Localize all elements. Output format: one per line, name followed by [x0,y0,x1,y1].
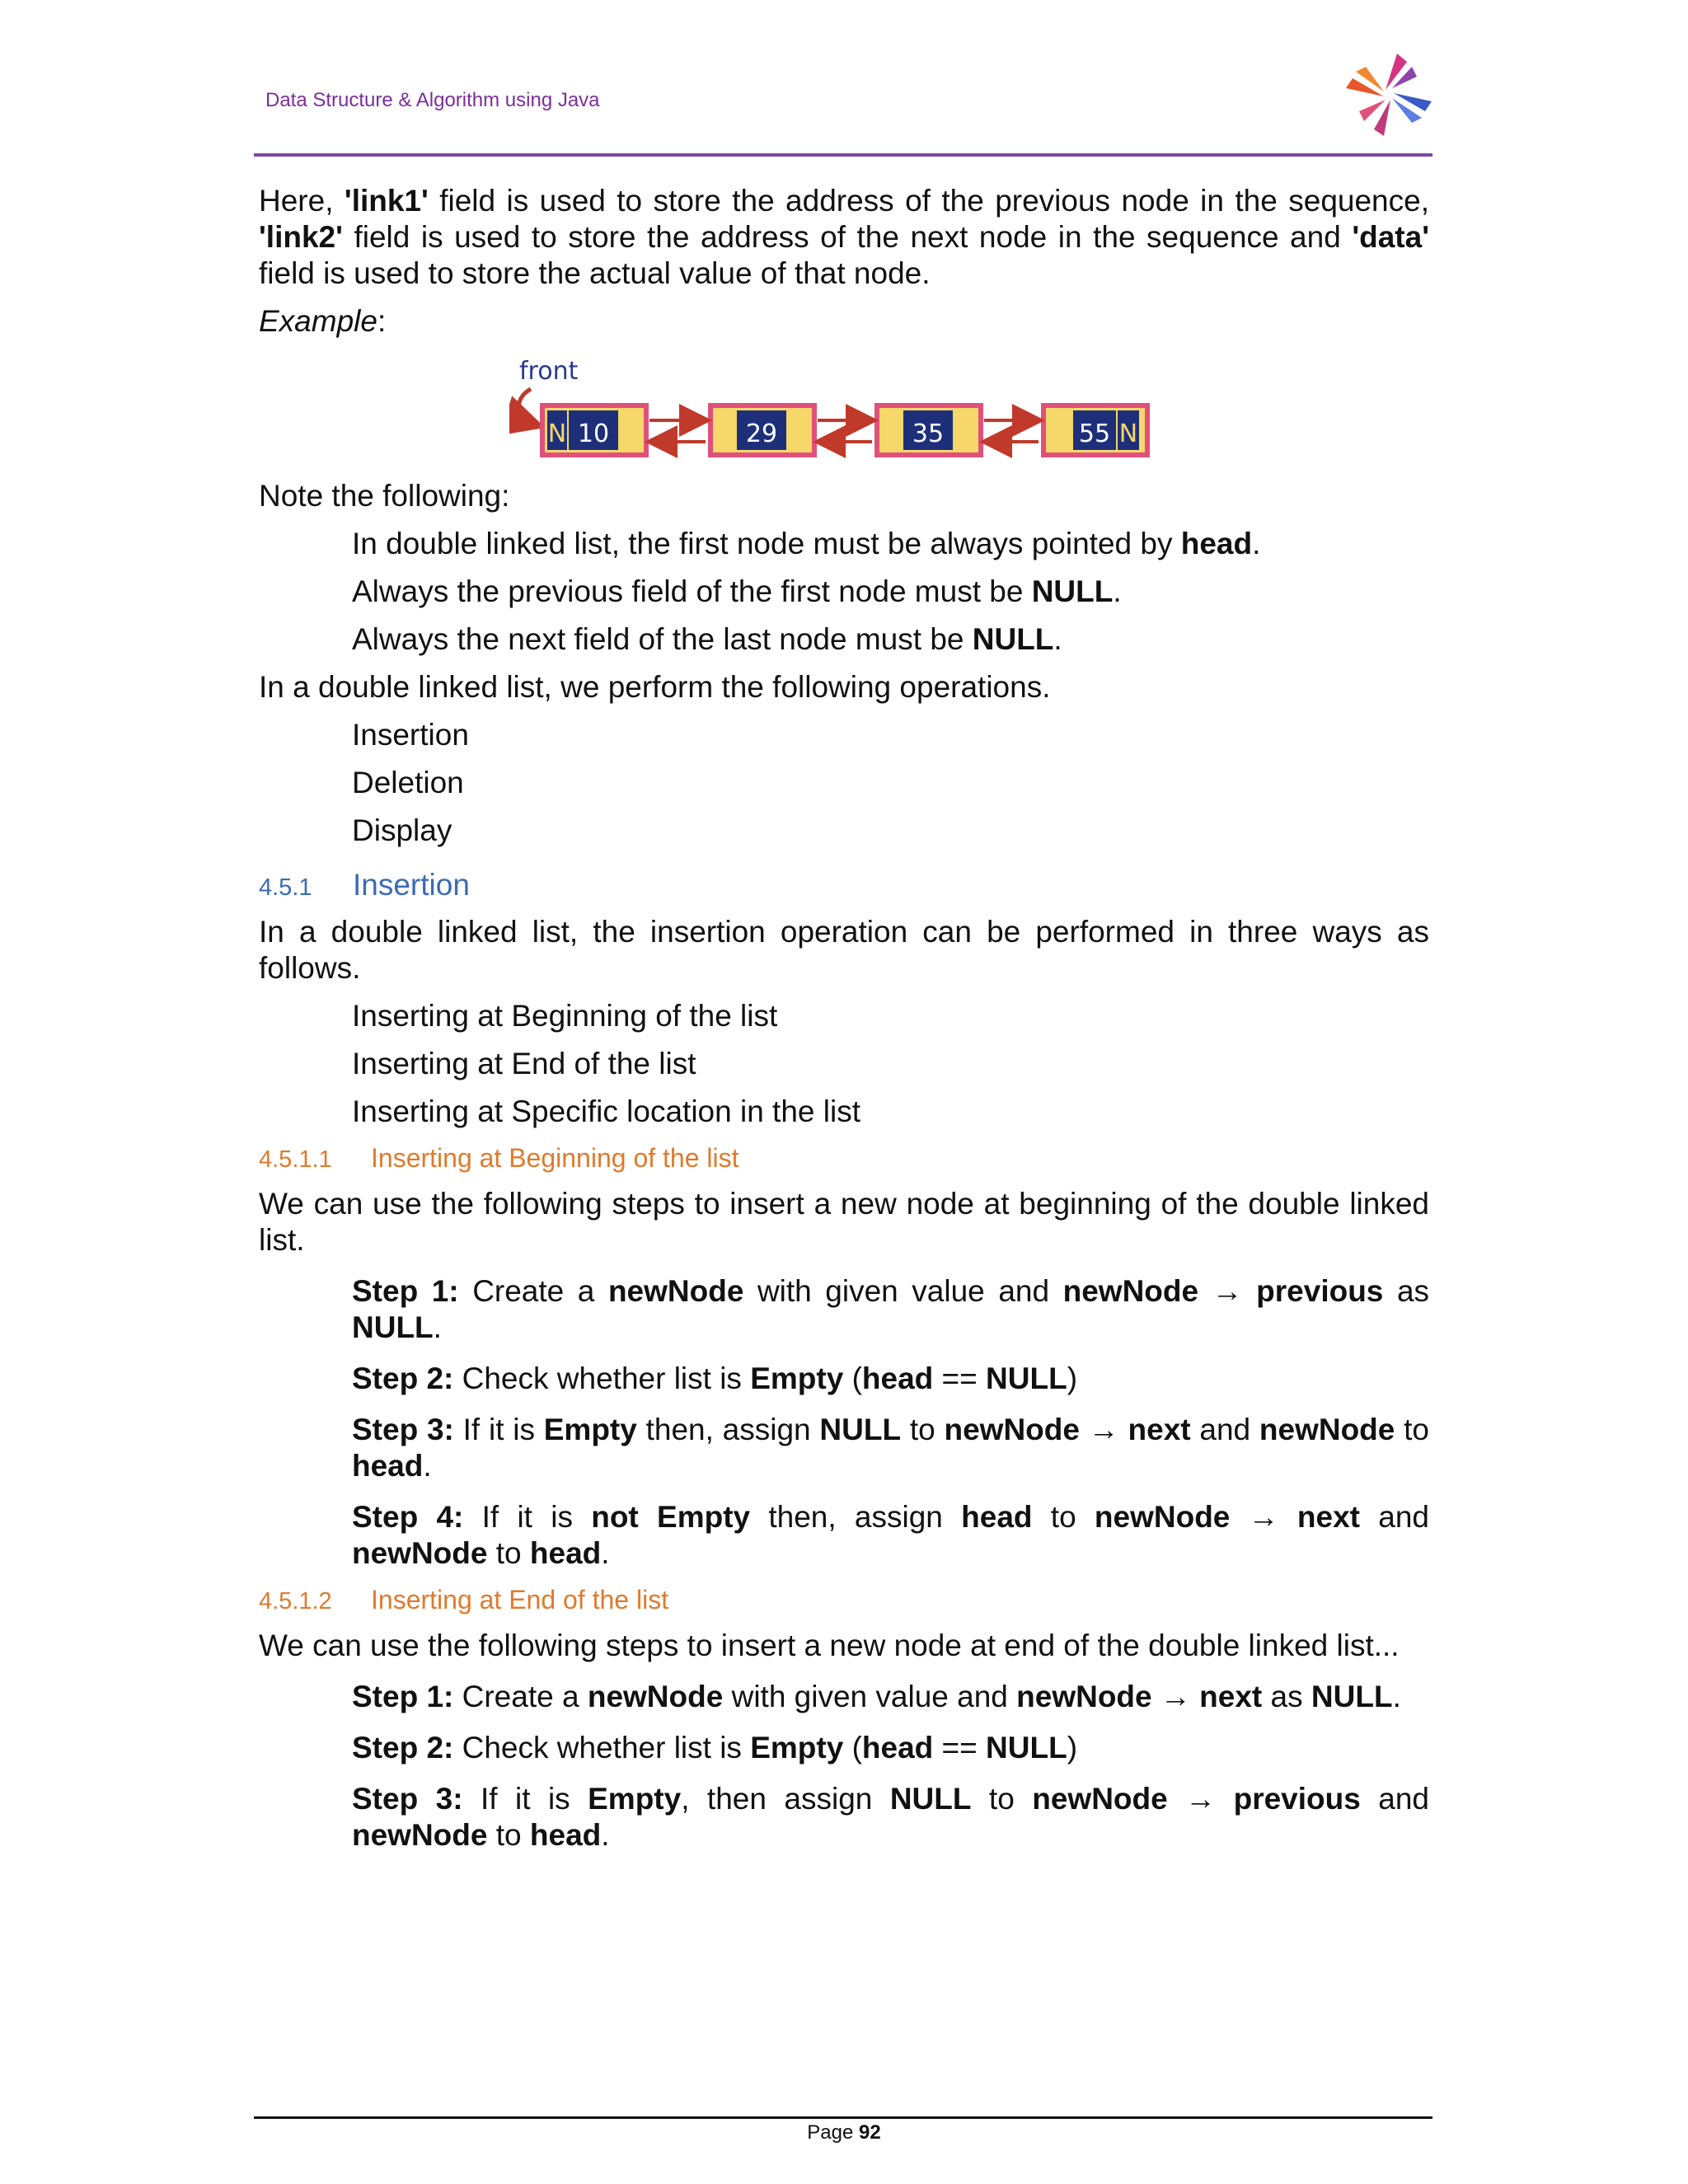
step-bold: head [529,1818,602,1852]
page-number: 92 [859,2121,881,2144]
front-label: front [519,357,579,386]
step-text: . [1392,1680,1401,1713]
step-bold: NULL [986,1361,1067,1395]
step-bold: head [861,1361,934,1395]
step-text: Check whether list is [453,1361,751,1395]
step-label: Step 1: [352,1274,459,1308]
section-number: 4.5.1 [259,874,312,901]
insertion-way-item: Inserting at End of the list [352,1047,696,1080]
step-bold: NULL [352,1310,434,1344]
step-text: Check whether list is [453,1731,751,1765]
step-label: Step 2: [352,1361,454,1395]
step-bold: Empty [750,1731,844,1765]
note-bold: NULL [972,622,1054,656]
step-bold: head [961,1500,1033,1534]
step-text: . [423,1449,432,1483]
step-text: and [1360,1782,1429,1816]
intro-term-link2: 'link2' [259,220,343,254]
list-node-4 [1043,405,1147,455]
intro-text: Here, [259,184,345,218]
step-bold: NULL [819,1413,902,1446]
step-text: to [1395,1413,1429,1446]
step-text: . [601,1536,610,1570]
step-text: to [1032,1500,1095,1534]
step-text: with given value and [743,1274,1063,1308]
step-bold: not Empty [591,1500,751,1534]
step-label: Step 2: [352,1731,454,1765]
node-1-value: 10 [577,419,610,448]
step-text: to [487,1818,530,1852]
step-bold: Empty [543,1413,637,1446]
note-item [259,621,1429,658]
step-bold: newNode [352,1818,488,1852]
header-rule [254,153,1432,157]
step-text: If it is [462,1782,588,1816]
note-item [259,574,1429,610]
example-label [259,303,1429,340]
step-text: . [433,1310,442,1344]
front-pointer-arrow [519,389,537,425]
intro-text: field is used to store the actual value of that node. [259,256,931,290]
step-bold: newNode → next [1094,1500,1360,1534]
note-end: . [1252,527,1261,560]
step-text: ( [843,1361,862,1395]
page-header-title: Data Structure & Algorithm using Java [265,89,600,111]
step-bold: newNode → previous [1032,1782,1361,1816]
insertion-way-item: Inserting at Beginning of the list [352,999,778,1033]
end-intro: We can use the following steps to insert a new node at end of the double linked list... [259,1629,1400,1662]
operation-item: Display [352,813,452,847]
note-end: . [1053,622,1062,656]
step-label: Step 1: [352,1680,454,1713]
step-text: , then assign [681,1782,890,1816]
step-text: and [1360,1500,1430,1534]
step-bold: newNode [1259,1413,1395,1446]
step-text: == [933,1361,987,1395]
step-text: as [1262,1680,1311,1713]
step-text: ) [1067,1361,1078,1395]
beginning-step-4 [259,1499,1429,1572]
operation-item: Deletion [352,766,464,799]
section-heading-4-5-1-1 [259,1140,1429,1178]
step-text: . [601,1818,610,1852]
note-label: Note the following: [259,479,510,513]
operation-item: Insertion [352,718,469,752]
step-text: Create a [458,1274,608,1308]
publisher-logo [1343,51,1434,138]
step-label: Step 4: [352,1500,464,1534]
note-bold: head [1180,527,1253,560]
step-bold: NULL [986,1731,1067,1765]
step-text: == [933,1731,987,1765]
operations-intro: In a double linked list, we perform the following operations. [259,670,1051,704]
intro-term-link1: 'link1' [344,184,429,218]
note-item [259,526,1429,562]
step-text: and [1190,1413,1259,1446]
step-bold: newNode → previous [1062,1274,1384,1308]
note-text: Always the next field of the last node must be [352,622,973,656]
beginning-step-1 [259,1273,1429,1346]
end-step-1 [259,1679,1429,1715]
insertion-intro: In a double linked list, the insertion operation can be performed in three ways as follows. [259,915,1429,985]
page-content [259,183,1429,1854]
note-text: Always the previous field of the first node must be [352,574,1032,608]
step-text: to [971,1782,1033,1816]
note-text: In double linked list, the first node must be always pointed by [352,527,1181,560]
step-label: Step 3: [352,1413,454,1446]
step-text: ) [1067,1731,1078,1765]
step-bold: head [352,1449,424,1483]
section-heading-4-5-1-2 [259,1582,1429,1619]
node-2-value: 29 [745,419,778,448]
end-step-3 [259,1781,1429,1854]
step-bold: newNode → next [1016,1680,1263,1713]
step-text: with given value and [723,1680,1017,1713]
step-bold: Empty [750,1361,844,1395]
insertion-way-item: Inserting at Specific location in the list [352,1094,860,1128]
step-text: to [487,1536,530,1570]
intro-text: field is used to store the address of the previous node in the sequence, [428,184,1429,218]
example-word: Example [259,304,377,338]
intro-text: field is used to store the address of the next node in the sequence and [342,220,1353,254]
step-text: then, assign [750,1500,962,1534]
section-number: 4.5.1.2 [259,1588,332,1615]
step-text: Create a [453,1680,588,1713]
beginning-intro: We can use the following steps to insert a new node at beginning of the double linked list. [259,1187,1429,1257]
step-bold: newNode [587,1680,724,1713]
list-node-2 [710,405,814,455]
intro-term-data: 'data' [1352,220,1429,254]
node-1-prev: N [547,419,567,448]
step-bold: newNode [352,1536,488,1570]
node-4-value: 55 [1078,419,1111,448]
section-title: Insertion [353,868,470,902]
step-bold: newNode [607,1274,744,1308]
section-title: Inserting at End of the list [371,1585,669,1615]
intro-paragraph [259,183,1429,292]
section-number: 4.5.1.1 [259,1146,332,1173]
node-3-value: 35 [912,419,945,448]
step-bold: newNode → next [944,1413,1191,1446]
step-bold: Empty [588,1782,682,1816]
footer-rule [254,2116,1432,2119]
end-step-2 [259,1730,1429,1766]
example-colon: : [377,304,387,338]
page-footer [0,2121,1688,2144]
note-end: . [1113,574,1122,608]
step-bold: head [529,1536,602,1570]
step-label: Step 3: [352,1782,463,1816]
section-heading-4-5-1 [259,867,1429,906]
step-bold: head [861,1731,934,1765]
step-bold: NULL [889,1782,972,1816]
step-text: to [901,1413,945,1446]
step-bold: NULL [1311,1680,1393,1713]
list-node-1 [542,405,646,455]
step-text: ( [843,1731,862,1765]
beginning-step-3 [259,1412,1429,1484]
section-title: Inserting at Beginning of the list [371,1143,739,1173]
double-linked-list-diagram [259,340,1429,478]
list-node-3 [877,405,981,455]
step-text: If it is [463,1500,592,1534]
step-text: as [1383,1274,1430,1308]
node-4-next: N [1118,419,1138,448]
page-label: Page [807,2121,859,2144]
step-text: If it is [453,1413,544,1446]
step-text: then, assign [636,1413,820,1446]
beginning-step-2 [259,1361,1429,1397]
note-bold: NULL [1031,574,1114,608]
